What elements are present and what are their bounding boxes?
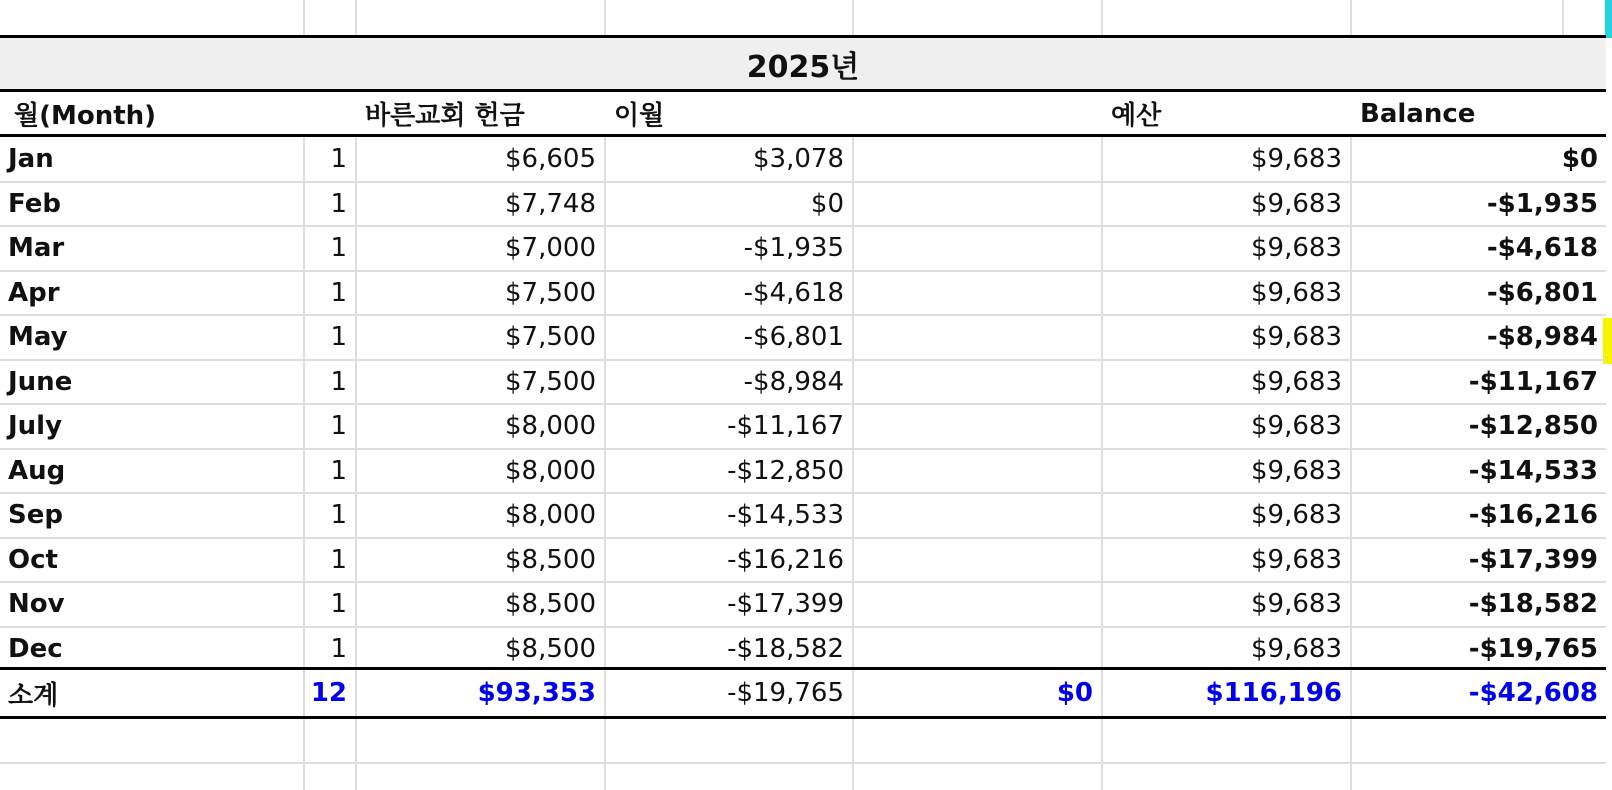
subtotal-label[interactable]: 소계 bbox=[8, 680, 59, 711]
cell-balance[interactable]: -$8,984 bbox=[1486, 322, 1598, 353]
cell-carryover[interactable]: -$12,850 bbox=[727, 455, 844, 486]
cell-carryover[interactable]: $0 bbox=[810, 188, 844, 219]
header-row bbox=[0, 92, 1606, 135]
table-row bbox=[0, 315, 1606, 360]
cell-count[interactable]: 1 bbox=[330, 322, 347, 353]
cell-budget[interactable]: $9,683 bbox=[1251, 411, 1342, 442]
cell-count[interactable]: 1 bbox=[330, 188, 347, 219]
selection-indicator bbox=[1605, 0, 1612, 38]
cell-offering[interactable]: $8,000 bbox=[505, 411, 596, 442]
cell-carryover[interactable]: -$18,582 bbox=[727, 633, 844, 664]
cell-blank[interactable] bbox=[854, 271, 1101, 316]
cell-offering[interactable]: $8,500 bbox=[505, 544, 596, 575]
cell-blank[interactable] bbox=[854, 315, 1101, 360]
cell-blank[interactable] bbox=[854, 627, 1101, 672]
cell-count[interactable]: 1 bbox=[330, 544, 347, 575]
table-row bbox=[0, 226, 1606, 271]
cell-count[interactable]: 1 bbox=[330, 455, 347, 486]
cell-offering[interactable]: $7,000 bbox=[505, 233, 596, 264]
cell-month[interactable]: Oct bbox=[8, 544, 58, 575]
subtotal-offering[interactable]: $93,353 bbox=[477, 678, 596, 708]
sheet-title[interactable]: 2025년 bbox=[0, 38, 1606, 90]
table-row bbox=[0, 182, 1606, 227]
cell-carryover[interactable]: -$14,533 bbox=[727, 500, 844, 531]
cell-carryover[interactable]: -$17,399 bbox=[727, 589, 844, 620]
subtotal-blank[interactable]: $0 bbox=[1056, 678, 1093, 708]
table-row bbox=[0, 582, 1606, 627]
header-month[interactable]: 월(Month) bbox=[14, 101, 157, 131]
cell-budget[interactable]: $9,683 bbox=[1251, 455, 1342, 486]
subtotal-carryover[interactable]: -$19,765 bbox=[727, 678, 844, 708]
cell-carryover[interactable]: -$6,801 bbox=[743, 322, 844, 353]
cell-month[interactable]: Sep bbox=[8, 500, 63, 531]
cell-count[interactable]: 1 bbox=[330, 500, 347, 531]
table-row bbox=[0, 493, 1606, 538]
cell-count[interactable]: 1 bbox=[330, 233, 347, 264]
header-blank[interactable] bbox=[854, 92, 1101, 135]
cell-offering[interactable]: $6,605 bbox=[505, 144, 596, 175]
table-row bbox=[0, 449, 1606, 494]
cell-count[interactable]: 1 bbox=[330, 411, 347, 442]
table-row bbox=[0, 538, 1606, 583]
cell-balance[interactable]: -$14,533 bbox=[1468, 455, 1598, 486]
cell-balance[interactable]: -$11,167 bbox=[1468, 366, 1598, 397]
cell-count[interactable]: 1 bbox=[330, 589, 347, 620]
cell-month[interactable]: Aug bbox=[8, 455, 66, 486]
cell-offering[interactable]: $8,000 bbox=[505, 500, 596, 531]
header-offering[interactable]: 바른교회 헌금 bbox=[365, 101, 525, 131]
cell-balance[interactable]: -$19,765 bbox=[1468, 633, 1598, 664]
cell-budget[interactable]: $9,683 bbox=[1251, 188, 1342, 219]
table-row bbox=[0, 360, 1606, 405]
cell-offering[interactable]: $7,500 bbox=[505, 366, 596, 397]
gridline bbox=[0, 762, 1606, 764]
cell-blank[interactable] bbox=[854, 360, 1101, 405]
cell-month[interactable]: Feb bbox=[8, 188, 61, 219]
cell-month[interactable]: Jan bbox=[8, 144, 54, 175]
header-count[interactable] bbox=[305, 92, 355, 135]
cell-budget[interactable]: $9,683 bbox=[1251, 233, 1342, 264]
table-row bbox=[0, 404, 1606, 449]
cell-month[interactable]: Nov bbox=[8, 589, 65, 620]
cell-carryover[interactable]: $3,078 bbox=[753, 144, 844, 175]
table-row bbox=[0, 271, 1606, 316]
header-balance[interactable]: Balance bbox=[1360, 98, 1476, 129]
cell-blank[interactable] bbox=[854, 538, 1101, 583]
cell-budget[interactable]: $9,683 bbox=[1251, 366, 1342, 397]
cell-carryover[interactable]: -$8,984 bbox=[743, 366, 844, 397]
table-row bbox=[0, 137, 1606, 182]
cell-month[interactable]: Dec bbox=[8, 633, 63, 664]
cell-count[interactable]: 1 bbox=[330, 366, 347, 397]
cell-month[interactable]: May bbox=[8, 322, 68, 353]
header-budget[interactable]: 예산 bbox=[1111, 101, 1162, 131]
cell-budget[interactable]: $9,683 bbox=[1251, 500, 1342, 531]
cell-balance[interactable]: -$18,582 bbox=[1468, 589, 1598, 620]
gridline bbox=[1562, 0, 1564, 40]
cell-offering[interactable]: $8,500 bbox=[505, 633, 596, 664]
subtotal-balance[interactable]: -$42,608 bbox=[1468, 678, 1598, 708]
cell-count[interactable]: 1 bbox=[330, 277, 347, 308]
cell-budget[interactable]: $9,683 bbox=[1251, 277, 1342, 308]
cell-balance[interactable]: -$16,216 bbox=[1468, 500, 1598, 531]
cell-blank[interactable] bbox=[854, 449, 1101, 494]
table-row bbox=[0, 627, 1606, 672]
subtotal-count[interactable]: 12 bbox=[310, 678, 347, 708]
cell-balance[interactable]: -$4,618 bbox=[1486, 233, 1598, 264]
cell-budget[interactable]: $9,683 bbox=[1251, 633, 1342, 664]
cell-blank[interactable] bbox=[854, 493, 1101, 538]
cell-blank[interactable] bbox=[854, 226, 1101, 271]
header-carryover[interactable]: 이월 bbox=[614, 101, 665, 131]
cell-balance[interactable]: -$1,935 bbox=[1486, 188, 1598, 219]
cell-month[interactable]: Mar bbox=[8, 233, 65, 264]
cell-blank[interactable] bbox=[854, 182, 1101, 227]
cell-carryover[interactable]: -$1,935 bbox=[743, 233, 844, 264]
cell-balance[interactable]: -$6,801 bbox=[1486, 277, 1598, 308]
cell-offering[interactable]: $7,500 bbox=[505, 322, 596, 353]
cell-count[interactable]: 1 bbox=[330, 633, 347, 664]
cell-carryover[interactable]: -$16,216 bbox=[727, 544, 844, 575]
cell-offering[interactable]: $7,500 bbox=[505, 277, 596, 308]
cell-offering[interactable]: $8,000 bbox=[505, 455, 596, 486]
cell-blank[interactable] bbox=[854, 404, 1101, 449]
cell-budget[interactable]: $9,683 bbox=[1251, 322, 1342, 353]
cell-carryover[interactable]: -$4,618 bbox=[743, 277, 844, 308]
cell-budget[interactable]: $9,683 bbox=[1251, 144, 1342, 175]
cell-month[interactable]: Apr bbox=[8, 277, 60, 308]
cell-balance[interactable]: -$17,399 bbox=[1468, 544, 1598, 575]
cell-blank[interactable] bbox=[854, 137, 1101, 182]
cell-month[interactable]: July bbox=[8, 411, 63, 442]
cell-balance[interactable]: -$12,850 bbox=[1468, 411, 1598, 442]
subtotal-budget[interactable]: $116,196 bbox=[1205, 678, 1342, 708]
cell-count[interactable]: 1 bbox=[330, 144, 347, 175]
cell-carryover[interactable]: -$11,167 bbox=[727, 411, 844, 442]
cell-offering[interactable]: $7,748 bbox=[505, 188, 596, 219]
cell-blank[interactable] bbox=[854, 582, 1101, 627]
cell-budget[interactable]: $9,683 bbox=[1251, 544, 1342, 575]
cell-balance[interactable]: $0 bbox=[1561, 144, 1598, 175]
cell-offering[interactable]: $8,500 bbox=[505, 589, 596, 620]
border-subtotal-bottom bbox=[0, 716, 1606, 719]
subtotal-row bbox=[0, 670, 1606, 716]
cell-budget[interactable]: $9,683 bbox=[1251, 589, 1342, 620]
cell-month[interactable]: June bbox=[8, 366, 73, 397]
